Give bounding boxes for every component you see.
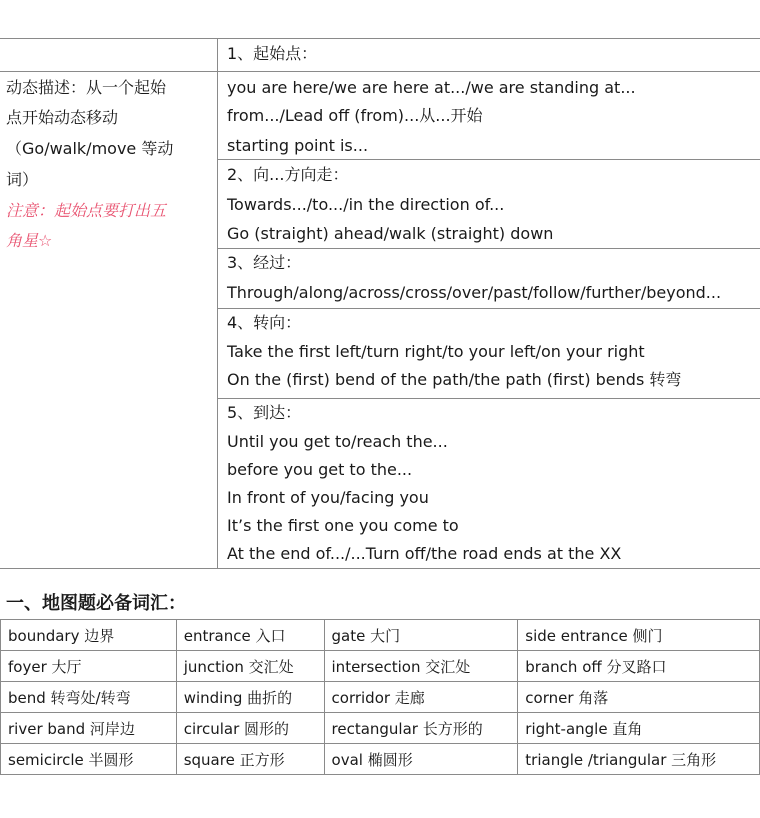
section-divider: [218, 159, 760, 160]
vocab-cell: right-angle 直角: [518, 713, 760, 744]
table-row: [1, 682, 760, 713]
phrase-line: Take the first left/turn right/to your left/on your right: [227, 342, 645, 361]
header-divider: [0, 71, 760, 72]
phrase-line: from.../Lead off (from)...从...开始: [227, 106, 483, 125]
description-line: 点开始动态移动: [6, 108, 119, 127]
route-description-table: [0, 38, 760, 569]
vocab-cell: gate 大门: [324, 620, 518, 651]
vocab-cell: foyer 大厅: [1, 651, 177, 682]
section-title-arriving: 5、到达：: [227, 403, 302, 422]
table-top-border: [0, 38, 760, 39]
phrase-line: In front of you/facing you: [227, 488, 429, 507]
phrase-line: before you get to the...: [227, 460, 413, 479]
vocab-heading: 一、地图题必备词汇：: [6, 593, 186, 614]
vocab-cell: circular 圆形的: [176, 713, 324, 744]
column-divider: [217, 38, 218, 569]
section-divider: [218, 308, 760, 309]
vocab-cell: winding 曲折的: [176, 682, 324, 713]
note-text: 角星: [6, 231, 39, 250]
phrase-line: starting point is...: [227, 136, 369, 155]
phrase-line: Towards.../to.../in the direction of...: [227, 195, 505, 214]
section-title-turning: 4、转向：: [227, 313, 302, 332]
vocab-cell: oval 椭圆形: [324, 744, 518, 775]
vocab-cell: triangle /triangular 三角形: [518, 744, 760, 775]
vocab-table: [0, 619, 760, 775]
note-line: [6, 231, 52, 251]
table-row: [1, 651, 760, 682]
table-row: [1, 713, 760, 744]
vocab-cell: rectangular 长方形的: [324, 713, 518, 744]
vocab-cell: corner 角落: [518, 682, 760, 713]
section-divider: [218, 248, 760, 249]
vocab-cell: junction 交汇处: [176, 651, 324, 682]
vocab-cell: river band 河岸边: [1, 713, 177, 744]
phrase-line: Go (straight) ahead/walk (straight) down: [227, 224, 554, 243]
note-line: 注意：起始点要打出五: [6, 201, 167, 220]
phrase-line: Through/along/across/cross/over/past/follow/further/beyond...: [227, 283, 722, 302]
section-title-passing: 3、经过：: [227, 253, 302, 272]
phrase-line: It’s the first one you come to: [227, 516, 459, 535]
vocab-cell: boundary 边界: [1, 620, 177, 651]
vocab-cell: square 正方形: [176, 744, 324, 775]
vocab-cell: intersection 交汇处: [324, 651, 518, 682]
section-title-starting-point: 1、起始点：: [227, 44, 318, 63]
vocab-cell: entrance 入口: [176, 620, 324, 651]
vocab-cell: side entrance 侧门: [518, 620, 760, 651]
description-line: （Go/walk/move 等动: [6, 139, 174, 158]
vocab-cell: corridor 走廊: [324, 682, 518, 713]
vocab-cell: semicircle 半圆形: [1, 744, 177, 775]
phrase-line: At the end of.../...Turn off/the road ends at the XX: [227, 544, 622, 563]
phrase-line: On the (first) bend of the path/the path (first) bends 转弯: [227, 370, 682, 389]
table-row: [1, 620, 760, 651]
vocab-cell: branch off 分叉路口: [518, 651, 760, 682]
description-line: 动态描述：从一个起始: [6, 78, 167, 97]
phrase-line: you are here/we are here at.../we are standing at...: [227, 78, 636, 97]
section-divider: [218, 398, 760, 399]
section-title-direction: 2、向...方向走：: [227, 165, 349, 184]
description-line: 词）: [6, 170, 39, 189]
phrase-line: Until you get to/reach the...: [227, 432, 448, 451]
table-row: [1, 744, 760, 775]
star-icon: ☆: [38, 231, 53, 250]
vocab-cell: bend 转弯处/转弯: [1, 682, 177, 713]
table-bottom-border: [0, 568, 760, 569]
